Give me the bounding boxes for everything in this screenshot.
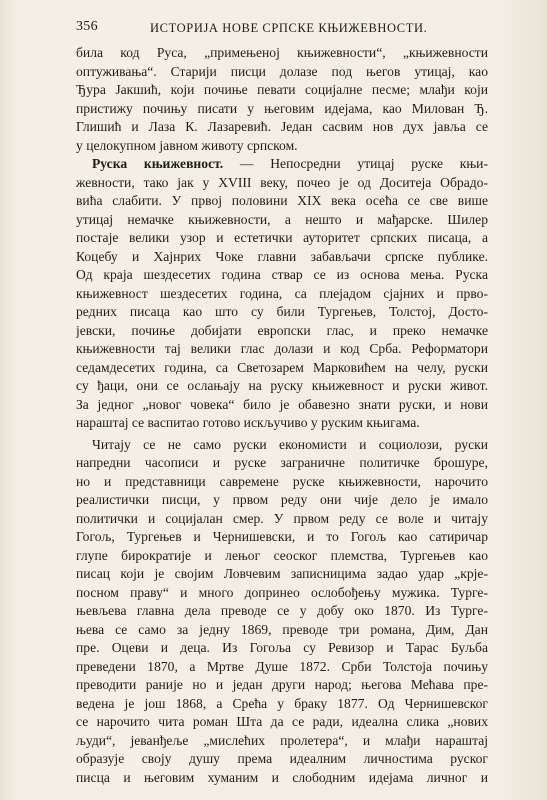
text-line: посном праву“ и много допринео ослобођењу мужика. Турге- bbox=[76, 584, 488, 600]
text-line: писац који је својим Ловчевим записницима задао удар „крје- bbox=[76, 566, 488, 581]
text-line: пре. Оцеви и деца. Из Гогоља су Ревизор и Тарас Буљба bbox=[76, 640, 488, 655]
text-line: Читају се не само руски економисти и социолози, руски bbox=[92, 436, 488, 452]
text-line: утицај немачке књижевности, а нешто и мађарске. Шилер bbox=[76, 211, 488, 227]
paragraph bbox=[76, 155, 488, 433]
text-line: Коцебу и Хајнрих Чоке главни забављачи српске публике. bbox=[76, 248, 488, 264]
paragraph bbox=[76, 436, 488, 788]
text-line: преводити раније но и један други народ; његова Мећава пре- bbox=[76, 677, 488, 692]
text-line: Од краја шездесетих година ствар се из основа мења. Руска bbox=[76, 267, 488, 282]
text-line: редних писаца као што су били Тургењев, Толстој, Досто- bbox=[76, 304, 488, 319]
text-line: образује своју душу према идеалним личностима руског bbox=[76, 751, 488, 766]
text-line: њева се само за једну 1869, преводе три романа, Дим, Дан bbox=[76, 621, 488, 637]
text-line: За једног „новог човека“ било је обавезно знати руски, и нови bbox=[76, 396, 488, 412]
text-line: оптуживања“. Старији писци долазе под његов утицај, као bbox=[76, 63, 488, 79]
text-line: у целокупном јавном животу српском. bbox=[76, 137, 298, 153]
page-header bbox=[76, 19, 488, 39]
text-line: постаје велики узор и естетички ауторитет српских писаца, а bbox=[76, 230, 488, 245]
section-heading: Руска књижевност. bbox=[92, 156, 224, 171]
text-line: књижевност шездесетих година, са плејадом сјајних и прво- bbox=[76, 285, 488, 301]
text-line: глупе бирократије и лењог сеоског племства, Тургењев као bbox=[76, 547, 488, 563]
text-line: реалистички писци, у првом реду они чије дело је имало bbox=[76, 492, 488, 507]
text-line: седамдесетих година, са Светозарем Марковићем на челу, руски bbox=[76, 359, 488, 375]
page-body bbox=[76, 44, 488, 787]
text-line: се нарочито чита роман Шта да се ради, идеална слика „нових bbox=[76, 714, 488, 729]
text-line: ведена је још 1868, а Срећа у браку 1877. Од Чернишевског bbox=[76, 695, 488, 711]
text-line: Ђура Јакшић, који почиње певати социјалне песме; млађи који bbox=[76, 82, 488, 97]
text-line: жевности, тако јак у XVIII веку, почео је од Доситеја Обрадо- bbox=[76, 174, 488, 190]
text-line: Гогољ, Тургењев и Чернишевски, и то Гогољ као сатиричар bbox=[76, 529, 488, 544]
text-line: била код Руса, „примењеној књижевности“, „књижевности bbox=[76, 45, 488, 60]
text-line: пристижу почињу писати у његовим идејама, као Милован Ђ. bbox=[76, 100, 488, 116]
text-line: писца и његовим хуманим и слободним идејама личног и bbox=[76, 769, 488, 785]
text-line: њевљева главна дела преводе се у добу око 1870. Из Турге- bbox=[76, 603, 488, 618]
text-line: књижевности тај велики глас долази и код Срба. Реформатори bbox=[76, 341, 488, 356]
text-line: Глишић и Лаза К. Лазаревић. Један сасвим нов дух јавља се bbox=[76, 119, 488, 134]
text-line: политички и социјалан смер. У првом реду се воле и читају bbox=[76, 510, 488, 526]
text-line: преведени 1870, а Мртве Душе 1872. Срби Толстоја почињу bbox=[76, 658, 488, 674]
text-line: вића слабити. У првој половини XIX века осећа се све више bbox=[76, 193, 488, 208]
text-line: јевски, почиње добијати европски глас, и преко немачке bbox=[76, 322, 488, 338]
text-line: нараштај се васпитао готово искључиво у руским књигама. bbox=[76, 415, 420, 430]
text-line: људи“, јеванђеље „мислећих пролетера“, и млађи нараштај bbox=[76, 732, 488, 748]
running-title: ИСТОРИЈА НОВЕ СРПСКЕ КЊИЖЕВНОСТИ. bbox=[150, 21, 428, 35]
text-fragment: — Непосредни утицај руске књи- bbox=[223, 156, 488, 171]
text-line: но и представници савремене руске књижевности, нарочито bbox=[76, 473, 488, 489]
text-line bbox=[76, 155, 488, 174]
paragraph bbox=[76, 44, 488, 155]
text-line: напредни часописи и руске заграничне политичке брошуре, bbox=[76, 455, 488, 470]
text-line: су ђаци, они се ослањају на руску књижевност и руски живот. bbox=[76, 378, 488, 393]
page-number: 356 bbox=[76, 19, 98, 34]
